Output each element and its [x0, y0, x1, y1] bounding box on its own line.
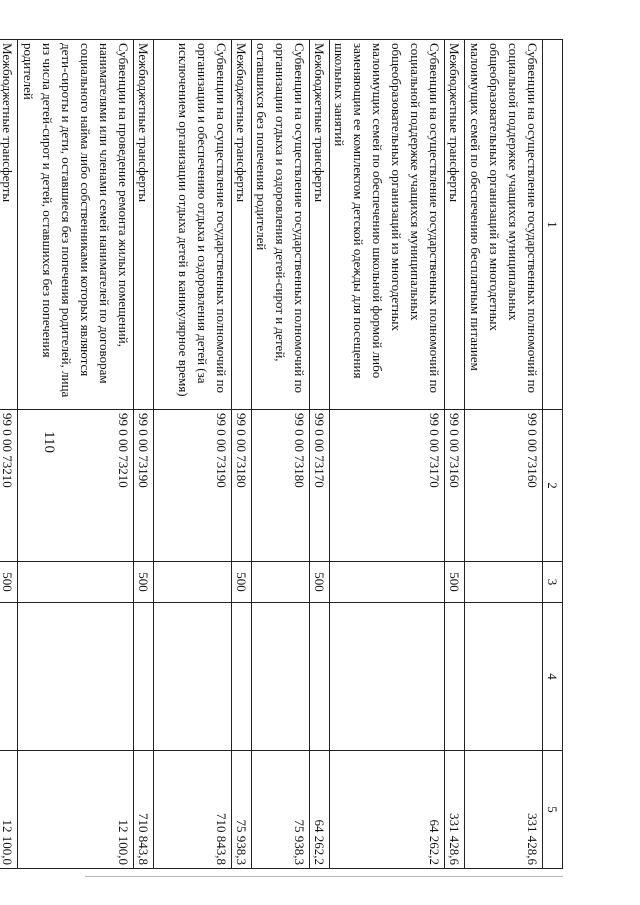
- table-row: [0, 40, 18, 869]
- row-amount: 64 262,2: [330, 751, 445, 869]
- row-amount: 12 100,0: [18, 751, 134, 869]
- row-name: Субвенции на осуществление государственных полномочий по организации отдыха и оздоровления детей-сирот и детей, оставшихся без попечения родителей: [252, 40, 310, 410]
- row-amount: 64 262,2: [310, 751, 330, 869]
- row-code: 99 0 00 73210: [18, 410, 134, 562]
- row-code: 99 0 00 73180: [232, 410, 252, 562]
- row-col4: [465, 603, 543, 751]
- row-col4: [445, 603, 465, 751]
- table-row: [445, 40, 465, 869]
- header-col-3: 3: [543, 562, 563, 603]
- page-number: 110: [41, 431, 57, 453]
- row-code: 99 0 00 73170: [310, 410, 330, 562]
- table-row: [310, 40, 330, 869]
- row-code: 99 0 00 73190: [154, 410, 232, 562]
- row-group: [465, 562, 543, 603]
- row-col4: [18, 603, 134, 751]
- row-name: Субвенции на осуществление государственных полномочий по социальной поддержке учащихся муниципальных общеобразовательных организаций из многодетных малоимущих семей по обеспечению школьной формой либо заменяющим ее комплектом детской одежды для посещения школьных занятий: [330, 40, 445, 410]
- row-name: Субвенции на осуществление государственных полномочий по социальной поддержке учащихся муниципальных общеобразовательных организаций из многодетных малоимущих семей по обеспечению бесплатным питанием: [465, 40, 543, 410]
- table-row: [134, 40, 154, 869]
- row-group: 500: [445, 562, 465, 603]
- row-amount: 75 938,3: [252, 751, 310, 869]
- row-code: 99 0 00 73170: [330, 410, 445, 562]
- table-row: [232, 40, 252, 869]
- row-group: [154, 562, 232, 603]
- table-row: [252, 40, 310, 869]
- page-edge-line: [85, 876, 563, 877]
- row-code: 99 0 00 73160: [465, 410, 543, 562]
- budget-table: [0, 39, 563, 869]
- row-code: 99 0 00 73180: [252, 410, 310, 562]
- row-amount: 75 938,3: [232, 751, 252, 869]
- row-amount: 12 100,0: [0, 751, 18, 869]
- row-name: Межбюджетные трансферты: [232, 40, 252, 410]
- row-code: 99 0 00 73210: [0, 410, 18, 562]
- row-group: 500: [310, 562, 330, 603]
- table-row: [18, 40, 134, 869]
- table-row: [154, 40, 232, 869]
- row-name: Межбюджетные трансферты: [0, 40, 18, 410]
- row-col4: [252, 603, 310, 751]
- row-col4: [154, 603, 232, 751]
- row-group: 500: [0, 562, 18, 603]
- row-name: Межбюджетные трансферты: [310, 40, 330, 410]
- row-name: Субвенции на проведение ремонта жилых помещений, нанимателями или членами семей нанимателей по договорам социального найма либо собственниками которых являются дети-сироты и дети, оставшиеся без попечения родителей, лица из числа детей-сирот и детей, оставшихся без попечения родителей: [18, 40, 134, 410]
- row-group: 500: [232, 562, 252, 603]
- row-code: 99 0 00 73190: [134, 410, 154, 562]
- header-col-5: 5: [543, 751, 563, 869]
- row-amount: 331 428,6: [465, 751, 543, 869]
- row-group: [330, 562, 445, 603]
- row-amount: 710 843,8: [134, 751, 154, 869]
- header-col-1: 1: [543, 40, 563, 410]
- row-group: [18, 562, 134, 603]
- row-group: [252, 562, 310, 603]
- row-amount: 710 843,8: [154, 751, 232, 869]
- row-name: Межбюджетные трансферты: [445, 40, 465, 410]
- table-row: [465, 40, 543, 869]
- row-col4: [330, 603, 445, 751]
- row-group: 500: [134, 562, 154, 603]
- table-row: [330, 40, 445, 869]
- row-col4: [232, 603, 252, 751]
- header-row: [543, 40, 563, 869]
- row-name: Межбюджетные трансферты: [134, 40, 154, 410]
- row-code: 99 0 00 73160: [445, 410, 465, 562]
- row-amount: 331 428,6: [445, 751, 465, 869]
- header-col-2: 2: [543, 410, 563, 562]
- header-col-4: 4: [543, 603, 563, 751]
- row-col4: [134, 603, 154, 751]
- row-name: Субвенции на осуществление государственных полномочий по организации и обеспечению отдыха и оздоровления детей (за исключением организации отдыха детей в каникулярное время): [154, 40, 232, 410]
- row-col4: [310, 603, 330, 751]
- row-col4: [0, 603, 18, 751]
